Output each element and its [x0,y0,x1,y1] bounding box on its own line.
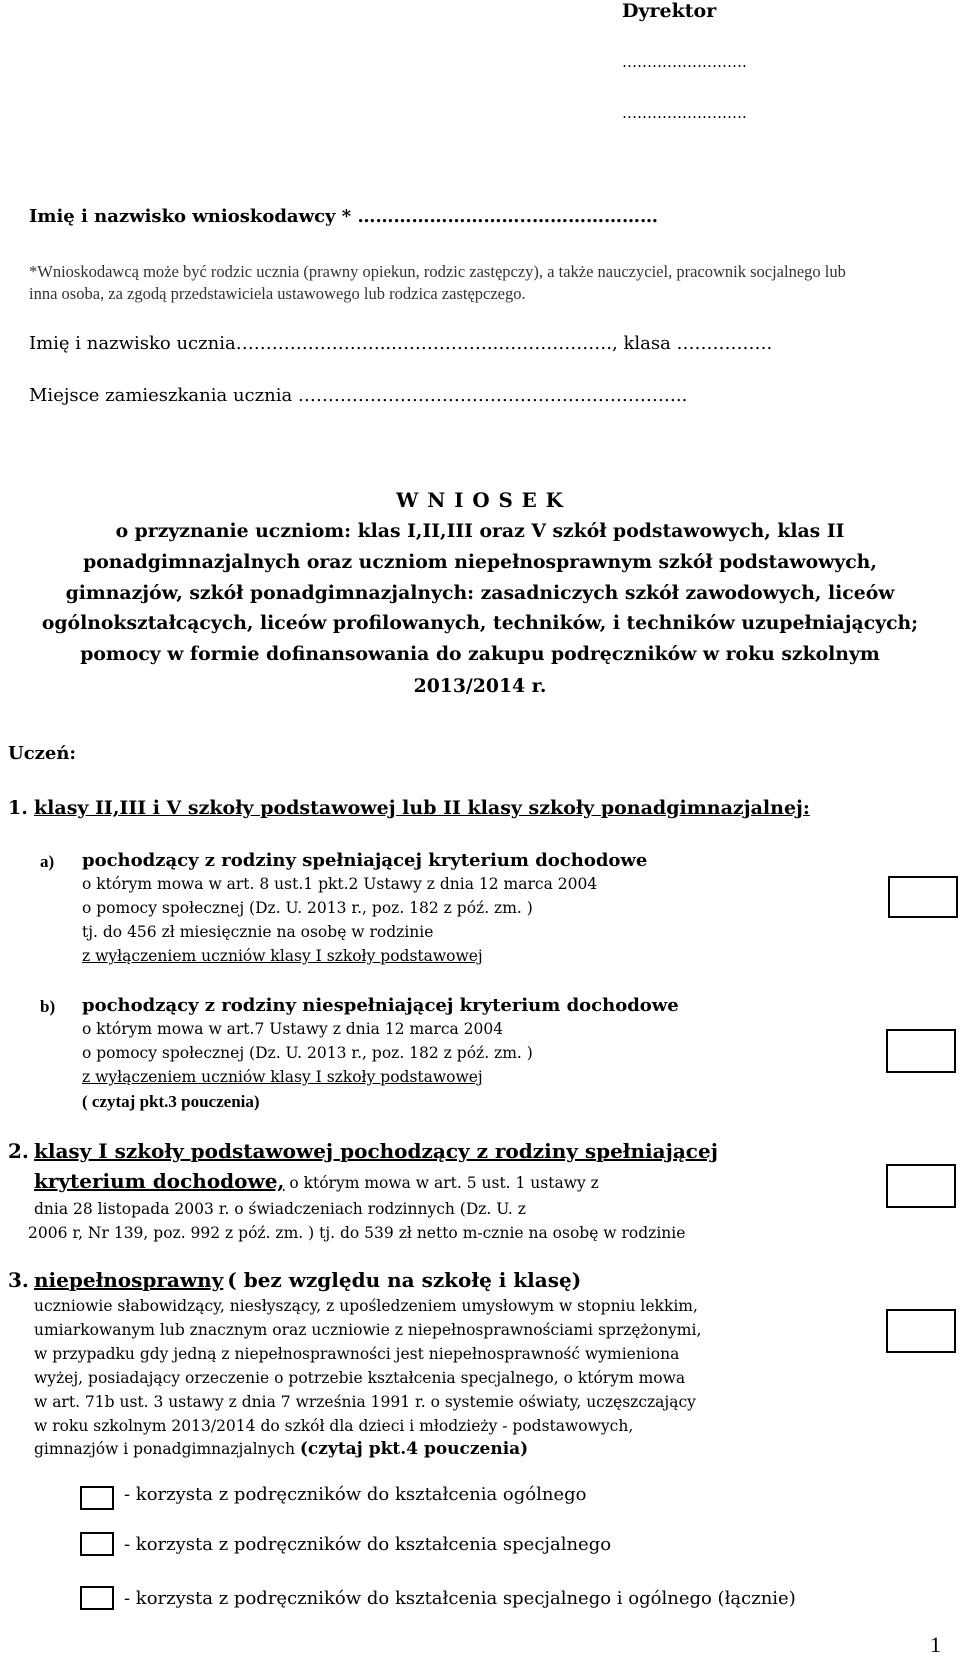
footnote-line-2: inna osoba, za zgodą przedstawiciela ustawowego lub rodzica zastępczego. [29,284,526,303]
option-combined-label: - korzysta z podręczników do kształcenia specjalnego i ogólnego (łącznie) [124,1588,796,1609]
footnote-line-1: *Wnioskodawcą może być rodzic ucznia (prawny opiekun, rodzic zastępczy), a także nauczyciel, pracownik socjalnego lub [29,262,846,281]
title-line-3: gimnazjów, szkół ponadgimnazjalnych: zasadniczych szkół zawodowych, liceów [65,582,895,604]
section-1b-heading: pochodzący z rodziny niespełniającej kryterium dochodowe [82,995,679,1016]
section-3-heading: niepełnosprawny [34,1268,224,1292]
student-label: Uczeń: [8,743,77,764]
section-2-heading-line-2 [34,1169,599,1193]
title-line-1: o przyznanie uczniom: klas I,II,III oraz V szkół podstawowych, klas II [115,520,845,542]
student-residence-field[interactable]: Miejsce zamieszkania ucznia ……………………………………………………….. [29,385,688,406]
option-general-label: - korzysta z podręczników do kształcenia ogólnego [124,1484,587,1505]
section-3-number: 3. [8,1268,29,1292]
section-3-line-1: uczniowie słabowidzący, niesłyszący, z upośledzeniem umysłowym w stopniu lekkim, [34,1297,698,1315]
section-3-last-line: gimnazjów i ponadgimnazjalnych [34,1440,300,1458]
section-3-heading-rest: ( bez względu na szkołę i klasę) [227,1268,582,1292]
section-1-number: 1. [8,797,28,819]
section-2-number: 2. [8,1139,29,1163]
section-3-line-2: umiarkowanym lub znacznym oraz uczniowie z niepełnosprawnościami sprzężonymi, [34,1321,702,1339]
section-1b-line-2: o pomocy społecznej (Dz. U. 2013 r., poz. 182 z póź. zm. ) [82,1044,533,1062]
addressee-dots-1: ……………………. [622,53,747,71]
section-1a-heading: pochodzący z rodziny spełniającej kryterium dochodowe [82,850,648,871]
section-1a-line-2: o pomocy społecznej (Dz. U. 2013 r., poz. 182 z póź. zm. ) [82,899,533,917]
section-1a-line-3: tj. do 456 zł miesięcznie na osobę w rodzinie [82,923,434,941]
section-3-line-7 [34,1439,528,1459]
section-3-line-6: w roku szkolnym 2013/2014 do szkół dla dzieci i młodzieży - podstawowych, [34,1417,634,1435]
page-number: 1 [930,1632,941,1657]
section-1a-checkbox[interactable] [888,876,958,918]
title-line-5: pomocy w formie dofinansowania do zakupu podręczników w roku szkolnym [80,643,880,665]
option-special-label: - korzysta z podręczników do kształcenia specjalnego [124,1534,612,1555]
section-3-last-bold: (czytaj pkt.4 pouczenia) [299,1439,529,1459]
option-combined-checkbox[interactable] [80,1586,114,1610]
title-line-6: 2013/2014 r. [413,675,547,697]
section-1b-letter: b) [40,997,56,1016]
document-title: W N I O S E K [396,488,564,512]
section-1a-letter: a) [40,852,55,871]
section-1b-line-4: ( czytaj pkt.3 pouczenia) [82,1092,260,1111]
section-2-line-2: 2006 r, Nr 139, poz. 992 z póź. zm. ) tj. do 539 zł netto m-cznie na osobę w rodzinie [28,1224,686,1242]
section-1b-checkbox[interactable] [886,1029,956,1073]
section-1b-line-1: o którym mowa w art.7 Ustawy z dnia 12 marca 2004 [82,1020,504,1038]
section-1a-line-1: o którym mowa w art. 8 ust.1 pkt.2 Ustawy z dnia 12 marca 2004 [82,875,598,893]
applicant-name-field[interactable]: Imię i nazwisko wnioskodawcy * ………………………..………………… [29,206,658,227]
section-2-heading-line-1: klasy I szkoły podstawowej pochodzący z rodziny spełniającej [34,1139,718,1163]
section-3-line-3: w przypadku gdy jedną z niepełnosprawności jest niepełnosprawność wymieniona [34,1345,680,1363]
addressee: Dyrektor [622,0,717,22]
option-general-checkbox[interactable] [80,1486,114,1510]
section-3-heading-row [34,1268,581,1292]
section-1a-line-4: z wyłączeniem uczniów klasy I szkoły podstawowej [82,947,483,965]
section-2-heading-bold: kryterium dochodowe, [34,1169,285,1193]
option-special-checkbox[interactable] [80,1532,114,1556]
title-line-2: ponadgimnazjalnych oraz uczniom niepełnosprawnym szkół podstawowych, [83,551,877,573]
section-3-line-4: wyżej, posiadający orzeczenie o potrzebie kształcenia specjalnego, o którym mowa [34,1369,686,1387]
title-line-4: ogólnokształcących, liceów profilowanych, techników, i techników uzupełniających; [41,612,919,634]
section-2-checkbox[interactable] [886,1164,956,1208]
addressee-dots-2: ……………………. [622,104,747,122]
section-3-line-5: w art. 71b ust. 3 ustawy z dnia 7 września 1991 r. o systemie oświaty, uczęszczający [34,1393,696,1411]
section-1-heading: klasy II,III i V szkoły podstawowej lub II klasy szkoły ponadgimnazjalnej: [34,797,810,819]
section-2-heading-rest: o którym mowa w art. 5 ust. 1 ustawy z [284,1174,599,1192]
section-1b-line-3: z wyłączeniem uczniów klasy I szkoły podstawowej [82,1068,483,1086]
section-2-line-1: dnia 28 listopada 2003 r. o świadczeniach rodzinnych (Dz. U. z [34,1200,526,1218]
student-name-field[interactable]: Imię i nazwisko ucznia……………………...……………..………………., klasa ……………. [29,333,773,354]
section-3-checkbox[interactable] [886,1309,956,1353]
